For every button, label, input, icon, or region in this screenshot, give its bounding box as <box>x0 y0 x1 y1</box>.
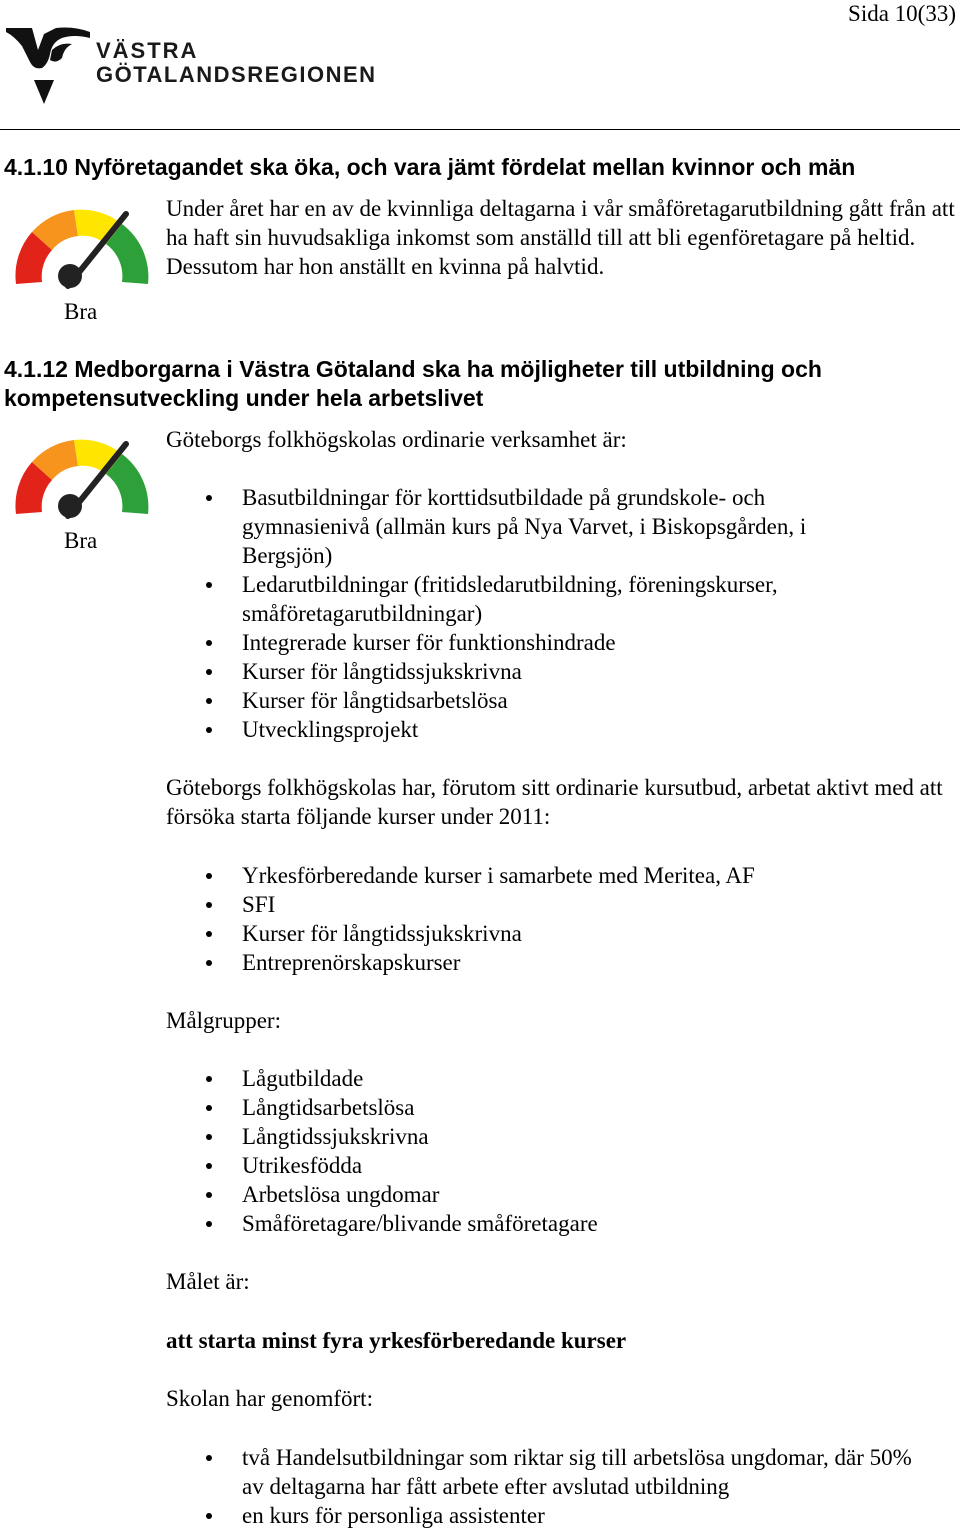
goal-label: Målet är: <box>166 1269 250 1294</box>
list-item: Yrkesförberedande kurser i samarbete med Meritea, AF <box>166 861 946 890</box>
paragraph: Göteborgs folkhögskolas har, förutom sitt ordinarie kursutbud, arbetat aktivt med att försöka starta följande kurser under 2011: <box>166 775 943 829</box>
list-item: Lågutbildade <box>166 1064 946 1093</box>
list-item: Integrerade kurser för funktionshindrade <box>166 628 886 657</box>
intro-text: Göteborgs folkhögskolas ordinarie verksamhet är: <box>166 427 627 452</box>
page-number: Sida 10(33) <box>848 1 956 26</box>
goal-text: att starta minst fyra yrkesförberedande kurser <box>166 1328 627 1353</box>
list-item: Kurser för långtidssjukskrivna <box>166 919 946 948</box>
section-text: Under året har en av de kvinnliga deltagarna i vår småföretagarutbildning gått från att ha haft sin huvudsakliga inkomst som anställd till att bli egenföretagare på heltid. Dessutom har hon anställt en kvinna på halvtid. <box>166 196 955 279</box>
list-item: två Handelsutbildningar som riktar sig till arbetslösa ungdomar, där 50% av deltagarna har fått arbete efter avslutad utbildning <box>166 1443 936 1501</box>
gauge-label: Bra <box>64 528 98 553</box>
target-groups-label: Målgrupper: <box>166 1008 281 1033</box>
list-item: Utvecklingsprojekt <box>166 715 886 744</box>
activity-list <box>166 483 886 744</box>
list-item: Långtidssjukskrivna <box>166 1122 946 1151</box>
gauge-label: Bra <box>64 299 98 324</box>
list-item: Arbetslösa ungdomar <box>166 1180 946 1209</box>
header-divider <box>0 129 960 130</box>
list-item: Småföretagare/blivande småföretagare <box>166 1209 946 1238</box>
logo-line-2: GÖTALANDSREGIONEN <box>96 62 377 87</box>
list-item: Basutbildningar för korttidsutbildade på grundskole- och gymnasienivå (allmän kurs på Nya Varvet, i Biskopsgården, i Bergsjön) <box>166 483 886 570</box>
done-list <box>166 1443 936 1530</box>
list-item: SFI <box>166 890 946 919</box>
list-item: Entreprenörskapskurser <box>166 948 946 977</box>
target-groups-list <box>166 1064 946 1238</box>
vgr-logo-mark-icon <box>4 24 94 106</box>
section-heading-4-1-12: 4.1.12 Medborgarna i Västra Götaland ska ha möjligheter till utbildning och kompetensutveckling under hela arbetslivet <box>4 356 822 411</box>
list-item: en kurs för personliga assistenter <box>166 1501 936 1530</box>
section-heading-4-1-10: 4.1.10 Nyföretagandet ska öka, och vara jämt fördelat mellan kvinnor och män <box>4 154 856 180</box>
list-item: Utrikesfödda <box>166 1151 946 1180</box>
list-item: Långtidsarbetslösa <box>166 1093 946 1122</box>
logo-line-1: VÄSTRA <box>96 38 199 63</box>
course-list <box>166 861 946 977</box>
vgr-logo <box>4 24 404 106</box>
done-label: Skolan har genomfört: <box>166 1386 373 1411</box>
list-item: Kurser för långtidssjukskrivna <box>166 657 886 686</box>
list-item: Kurser för långtidsarbetslösa <box>166 686 886 715</box>
list-item: Ledarutbildningar (fritidsledarutbildning, föreningskurser, småföretagarutbildningar) <box>166 570 886 628</box>
